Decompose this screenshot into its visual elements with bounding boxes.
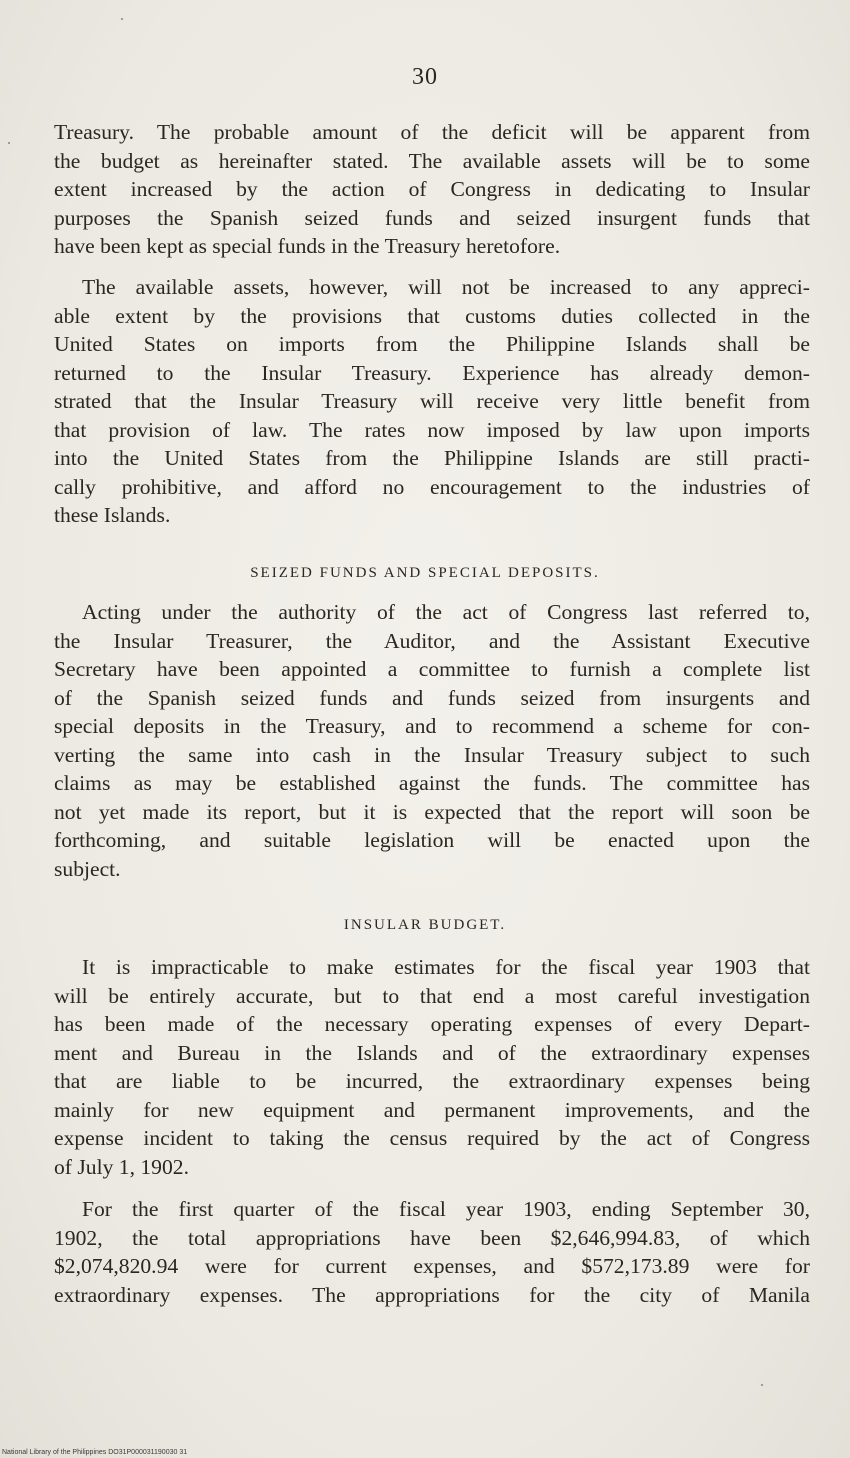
text-line: mainly for new equipment and permanent improvements, and the <box>54 1097 810 1122</box>
text-line: special deposits in the Treasury, and to recommend a scheme for con- <box>54 714 810 738</box>
paragraph-available-assets <box>54 273 810 530</box>
text-line: The available assets, however, will not be increased to any appreci- <box>82 275 810 299</box>
text-line: For the first quarter of the fiscal year 1903, ending September 30, <box>82 1197 810 1221</box>
paragraph-committee <box>54 598 810 883</box>
paragraph-estimates <box>54 953 810 1181</box>
text-line: claims as may be established against the funds. The committee has <box>54 771 810 795</box>
text-line: the Insular Treasurer, the Auditor, and the Assistant Executive <box>54 628 810 653</box>
text-line: cally prohibitive, and afford no encouragement to the industries of <box>54 474 810 499</box>
scan-credit-footer: National Library of the Philippines DO31P000031190030 31 <box>2 1449 188 1456</box>
paragraph-first-quarter <box>54 1195 810 1309</box>
text-line: Secretary have been appointed a committee to furnish a complete list <box>54 657 810 681</box>
text-line: will be entirely accurate, but to that end a most careful investigation <box>54 983 810 1008</box>
scan-speck <box>761 1384 763 1386</box>
text-line: verting the same into cash in the Insular Treasury subject to such <box>54 742 810 767</box>
scan-speck <box>8 142 10 144</box>
paragraph-treasury-deficit <box>54 118 810 261</box>
text-line: It is impracticable to make estimates for the fiscal year 1903 that <box>82 955 810 979</box>
text-line: the budget as hereinafter stated. The available assets will be to some <box>54 148 810 173</box>
text-line: that are liable to be incurred, the extraordinary expenses being <box>54 1069 810 1093</box>
text-line: purposes the Spanish seized funds and seized insurgent funds that <box>54 205 810 230</box>
text-line: Treasury. The probable amount of the deficit will be apparent from <box>54 120 810 144</box>
text-line: strated that the Insular Treasury will receive very little benefit from <box>54 389 810 413</box>
text-line: not yet made its report, but it is expected that the report will soon be <box>54 799 810 824</box>
text-line: extent increased by the action of Congress in dedicating to Insular <box>54 177 810 201</box>
text-line: 1902, the total appropriations have been $2,646,994.83, of which <box>54 1225 810 1250</box>
text-line: able extent by the provisions that customs duties collected in the <box>54 303 810 328</box>
text-line: extraordinary expenses. The appropriations for the city of Manila <box>54 1282 810 1307</box>
text-line: that provision of law. The rates now imposed by law upon imports <box>54 417 810 442</box>
text-line: Acting under the authority of the act of Congress last referred to, <box>82 600 810 624</box>
scan-speck <box>121 18 123 20</box>
text-line: into the United States from the Philippine Islands are still practi- <box>54 446 810 470</box>
text-line: of July 1, 1902. <box>54 1154 189 1179</box>
text-line: $2,074,820.94 were for current expenses, and $572,173.89 were for <box>54 1254 810 1278</box>
text-line: these Islands. <box>54 503 171 527</box>
section-heading-insular-budget: INSULAR BUDGET. <box>343 917 507 933</box>
text-line: United States on imports from the Philippine Islands shall be <box>54 332 810 356</box>
section-heading-seized-funds: SEIZED FUNDS AND SPECIAL DEPOSITS. <box>250 565 600 581</box>
text-line: returned to the Insular Treasury. Experience has already demon- <box>54 360 810 385</box>
text-line: of the Spanish seized funds and funds seized from insurgents and <box>54 685 810 710</box>
text-line: subject. <box>54 856 121 881</box>
page-number: 30 <box>412 64 438 90</box>
text-line: forthcoming, and suitable legislation will be enacted upon the <box>54 828 810 852</box>
text-line: has been made of the necessary operating expenses of every Depart- <box>54 1012 810 1036</box>
text-line: have been kept as special funds in the Treasury heretofore. <box>54 234 561 258</box>
text-line: ment and Bureau in the Islands and of the extraordinary expenses <box>54 1040 810 1065</box>
text-line: expense incident to taking the census required by the act of Congress <box>54 1126 810 1150</box>
